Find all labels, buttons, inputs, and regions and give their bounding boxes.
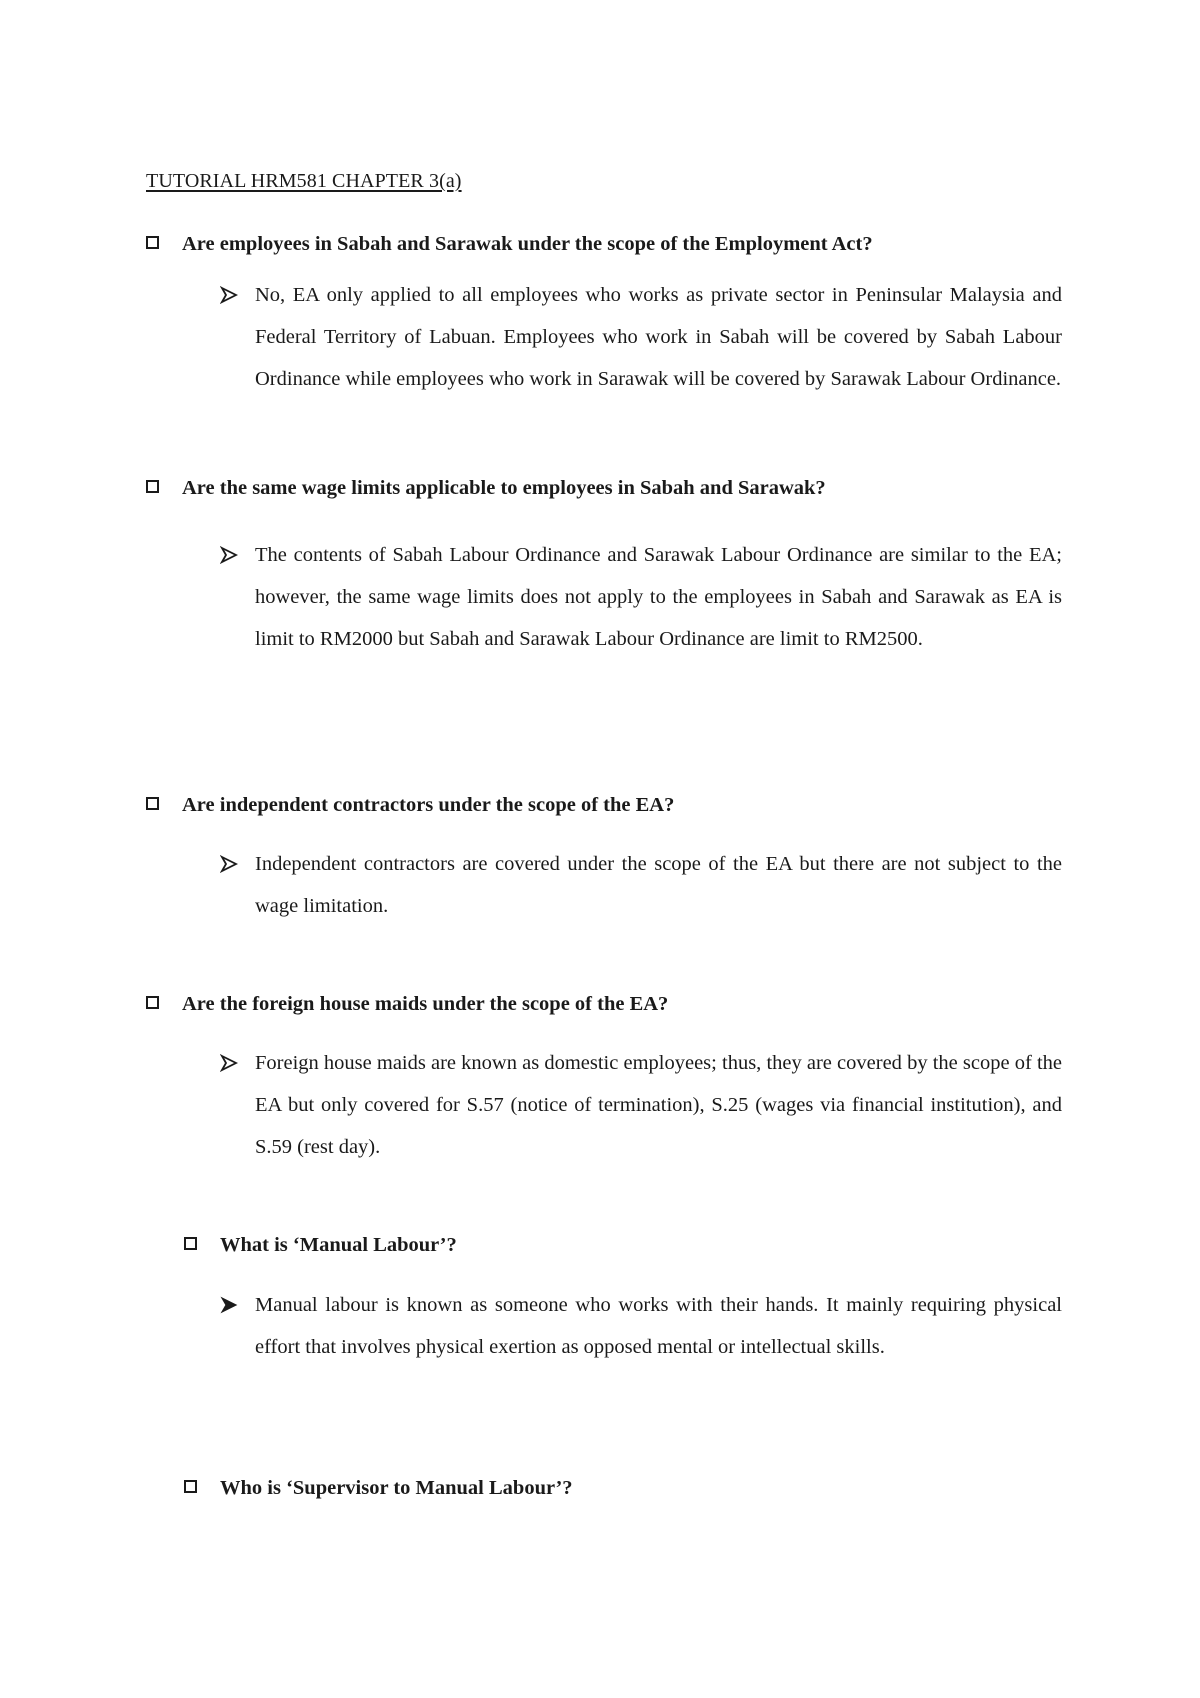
answer-2 [220,534,1062,660]
checkbox-icon [146,236,159,249]
question-text: What is ‘Manual Labour’? [220,1234,457,1256]
arrow-bullet-icon [220,286,238,304]
arrow-bullet-icon [220,1054,238,1072]
checkbox-icon [146,480,159,493]
checkbox-icon [146,797,159,810]
document-title: TUTORIAL HRM581 CHAPTER 3(a) [146,170,462,192]
answer-text: Foreign house maids are known as domestic employees; thus, they are covered by the scope of the EA but only covered for S.57 (notice of termination), S.25 (wages via financial institution), and S.59 (rest day). [255,1052,1062,1158]
arrow-bullet-icon [220,855,238,873]
checkbox-icon [184,1480,197,1493]
answer-3 [220,843,1062,927]
answer-4 [220,1042,1062,1168]
question-text: Are independent contractors under the scope of the EA? [182,794,675,816]
question-text: Are the foreign house maids under the scope of the EA? [182,993,669,1015]
arrow-bullet-icon [220,546,238,564]
question-text: Are the same wage limits applicable to employees in Sabah and Sarawak? [182,477,826,499]
checkbox-icon [184,1237,197,1250]
question-text: Who is ‘Supervisor to Manual Labour’? [220,1477,573,1499]
checkbox-icon [146,996,159,1009]
answer-text: Independent contractors are covered under the scope of the EA but there are not subject to the wage limitation. [255,853,1062,917]
answer-5 [220,1284,1062,1368]
answer-1 [220,274,1062,400]
answer-text: Manual labour is known as someone who works with their hands. It mainly requiring physical effort that involves physical exertion as opposed mental or intellectual skills. [255,1294,1062,1358]
question-text: Are employees in Sabah and Sarawak under the scope of the Employment Act? [182,233,873,255]
arrow-bullet-icon [220,1296,238,1314]
answer-text: No, EA only applied to all employees who works as private sector in Peninsular Malaysia and Federal Territory of Labuan. Employees who work in Sabah will be covered by Sabah Labour Ordinance while employees who work in Sarawak will be covered by Sarawak Labour Ordinance. [255,284,1062,390]
answer-text: The contents of Sabah Labour Ordinance and Sarawak Labour Ordinance are similar to the EA; however, the same wage limits does not apply to the employees in Sabah and Sarawak as EA is limit to RM2000 but Sabah and Sarawak Labour Ordinance are limit to RM2500. [255,544,1062,650]
